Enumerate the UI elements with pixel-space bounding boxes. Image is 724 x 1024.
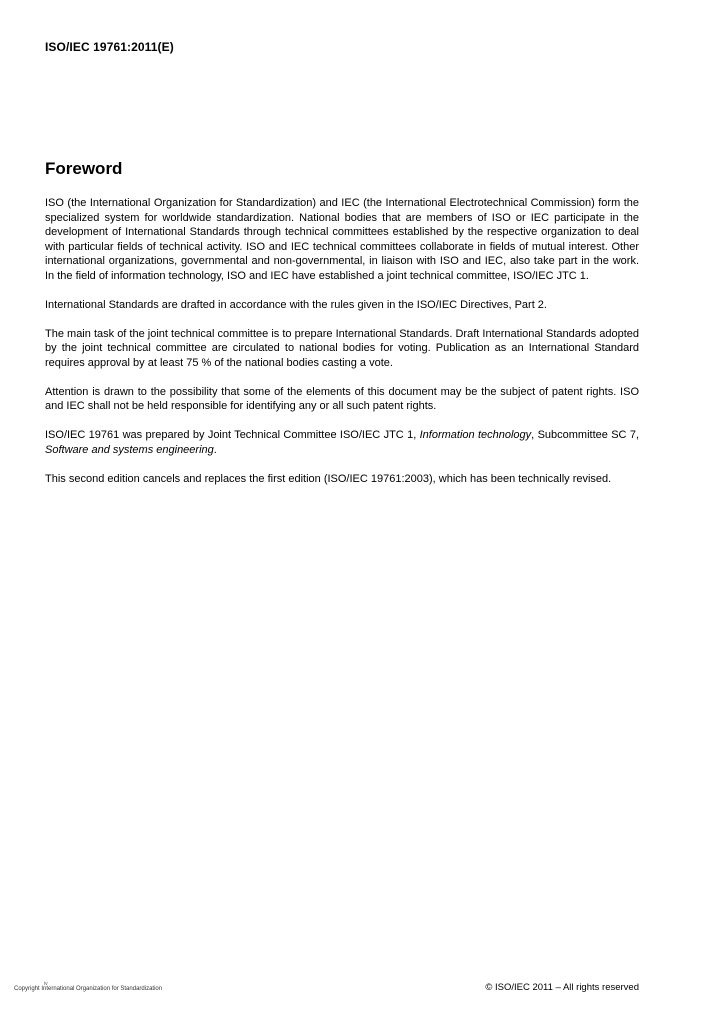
paragraph-4: Attention is drawn to the possibility that some of the elements of this document may be the subject of patent rights. ISO and IEC shall not be held responsible for identifying any or all such patent rights. xyxy=(45,385,639,413)
paragraph-5-text-a: ISO/IEC 19761 was prepared by Joint Technical Committee ISO/IEC JTC 1, xyxy=(45,429,420,442)
footer-copyright-right: © ISO/IEC 2011 – All rights reserved xyxy=(485,982,639,993)
foreword-body xyxy=(45,196,639,501)
paragraph-5-text-c: . xyxy=(213,443,217,456)
paragraph-5-italic-b: Software and systems engineering xyxy=(45,443,214,456)
paragraph-5-text-b: , Subcommittee SC 7, xyxy=(531,429,639,442)
page-number: iv xyxy=(44,981,48,987)
footer-copyright-left xyxy=(14,981,163,992)
paragraph-3: The main task of the joint technical committee is to prepare International Standards. Draft International Standards adopted by the joint technical committee are circulated to national bodies for voting. Publication as an International Standard requires approval by at least 75 % of the national bodies casting a vote. xyxy=(45,327,639,369)
section-title: Foreword xyxy=(45,159,123,178)
paragraph-2: International Standards are drafted in accordance with the rules given in the ISO/IEC Directives, Part 2. xyxy=(45,298,547,311)
paragraph-6: This second edition cancels and replaces the first edition (ISO/IEC 19761:2003), which has been technically revised. xyxy=(45,472,612,485)
paragraph-5-italic-a: Information technology xyxy=(419,429,532,442)
paragraph-1: ISO (the International Organization for Standardization) and IEC (the International Electrotechnical Commission) form the specialized system for worldwide standardization. National bodies that are members of ISO or IEC participate in the development of International Standards through technical committees established by the respective organization to deal with particular fields of technical activity. ISO and IEC technical committees collaborate in fields of mutual interest. Other international organizations, governmental and non-governmental, in liaison with ISO and IEC, also take part in the work. In the field of information technology, ISO and IEC have established a joint technical committee, ISO/IEC JTC 1. xyxy=(45,197,639,282)
document-id: ISO/IEC 19761:2011(E) xyxy=(45,40,174,54)
footer-copyright-left-text: Copyright International Organization for Standardization xyxy=(14,986,163,992)
paragraph-5 xyxy=(45,428,639,457)
